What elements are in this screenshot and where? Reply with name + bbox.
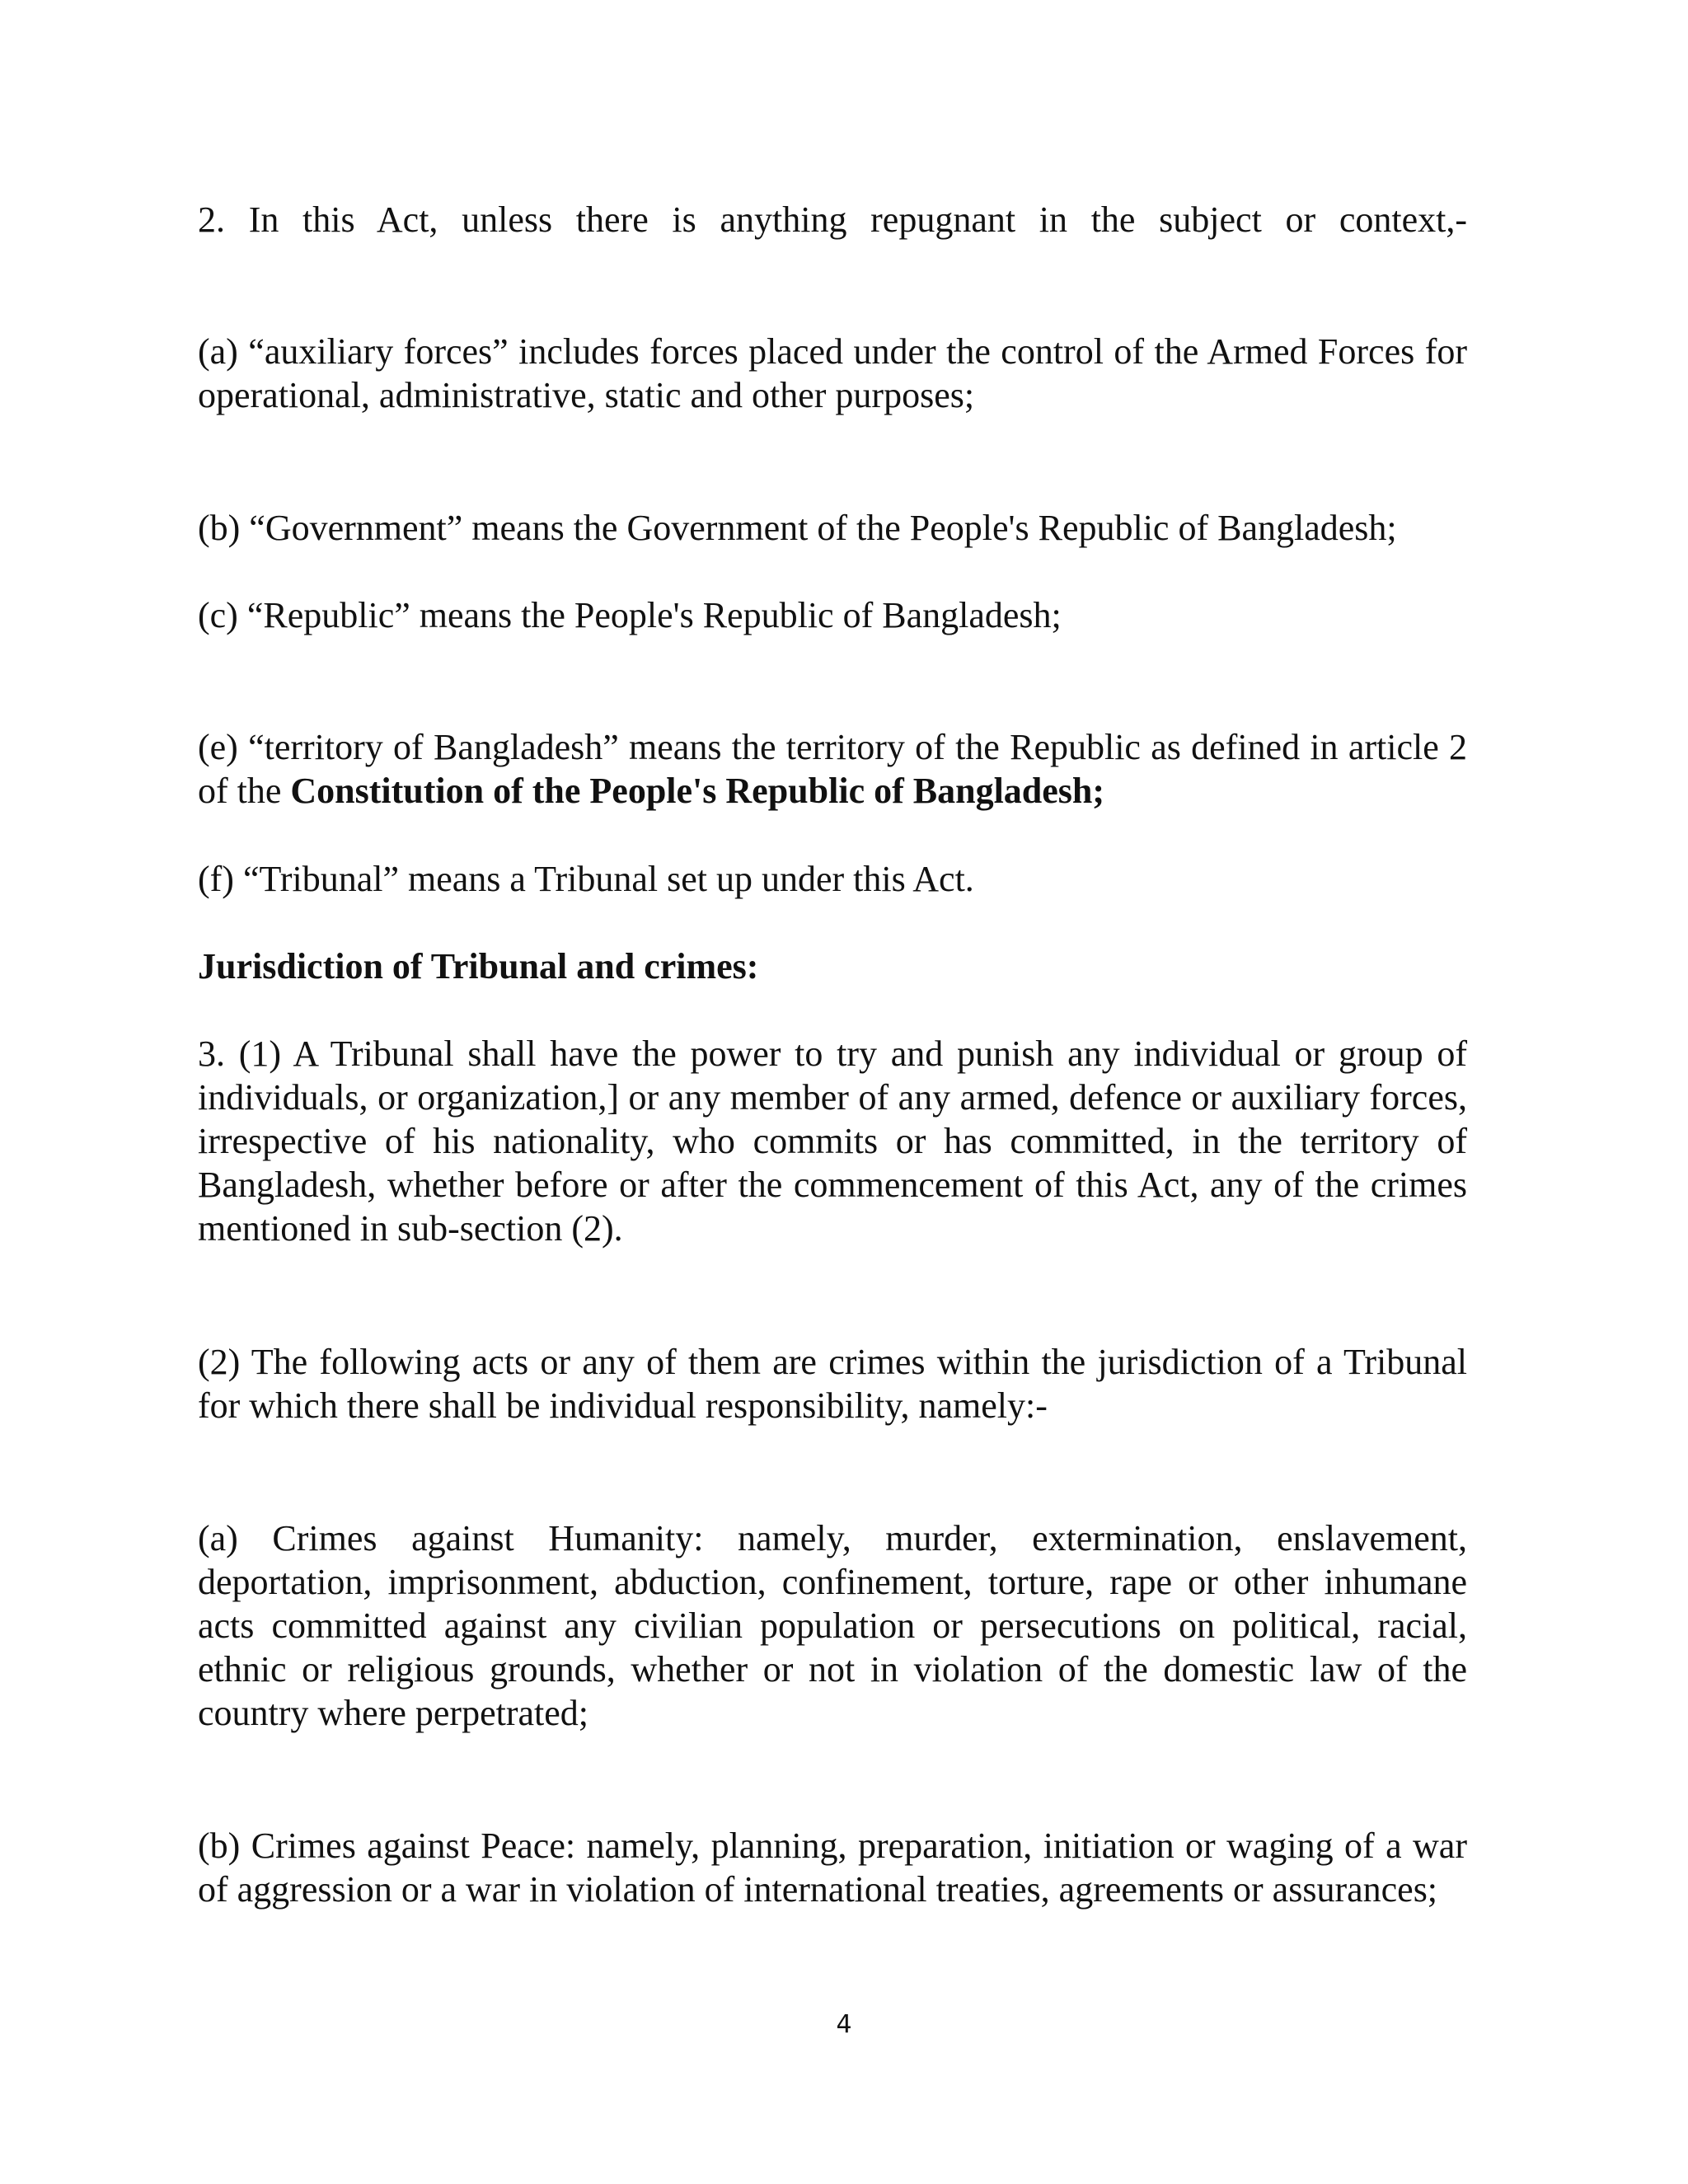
crimes-against-humanity-paragraph: (a) Crimes against Humanity: namely, murder, extermination, enslavement, deportation, imprisonment, abduction, confinement, torture, rape or other inhumane acts committed against any civilian population or persecutions on political, racial, ethnic or religious grounds, whether or not in violation of the domestic law of the country where perpetrated; (198, 1518, 1467, 1733)
definitions-intro-paragraph: 2. In this Act, unless there is anything repugnant in the subject or context,- (198, 199, 1467, 240)
definition-territory-text: (e) “territory of Bangladesh” means the territory of the Republic as defined in article 2 of the (198, 727, 1467, 811)
constitution-reference: Constitution of the People's Republic of Bangladesh; (290, 771, 1105, 811)
definition-territory-of-bangladesh (198, 725, 1467, 813)
definition-tribunal: (f) “Tribunal” means a Tribunal set up under this Act. (198, 859, 974, 899)
definition-government: (b) “Government” means the Government of the People's Republic of Bangladesh; (198, 508, 1397, 548)
section-3-1-paragraph: 3. (1) A Tribunal shall have the power to try and punish any individual or group of individuals, or organization,] or any member of any armed, defence or auxiliary forces, irrespective of his nationality, who commits or has committed, in the territory of Bangladesh, whether before or after the commencement of this Act, any of the crimes mentioned in sub-section (2). (198, 1033, 1467, 1249)
page-number: 4 (836, 2010, 852, 2039)
definition-republic: (c) “Republic” means the People's Republic of Bangladesh; (198, 595, 1062, 635)
section-heading-jurisdiction: Jurisdiction of Tribunal and crimes: (198, 946, 759, 987)
crimes-against-peace-paragraph: (b) Crimes against Peace: namely, planning, preparation, initiation or waging of a war of aggression or a war in violation of international treaties, agreements or assurances; (198, 1825, 1467, 1910)
definition-auxiliary-forces: (a) “auxiliary forces” includes forces placed under the control of the Armed Forces for operational, administrative, static and other purposes; (198, 331, 1467, 415)
section-3-2-paragraph: (2) The following acts or any of them are crimes within the jurisdiction of a Tribunal for which there shall be individual responsibility, namely:- (198, 1342, 1467, 1426)
